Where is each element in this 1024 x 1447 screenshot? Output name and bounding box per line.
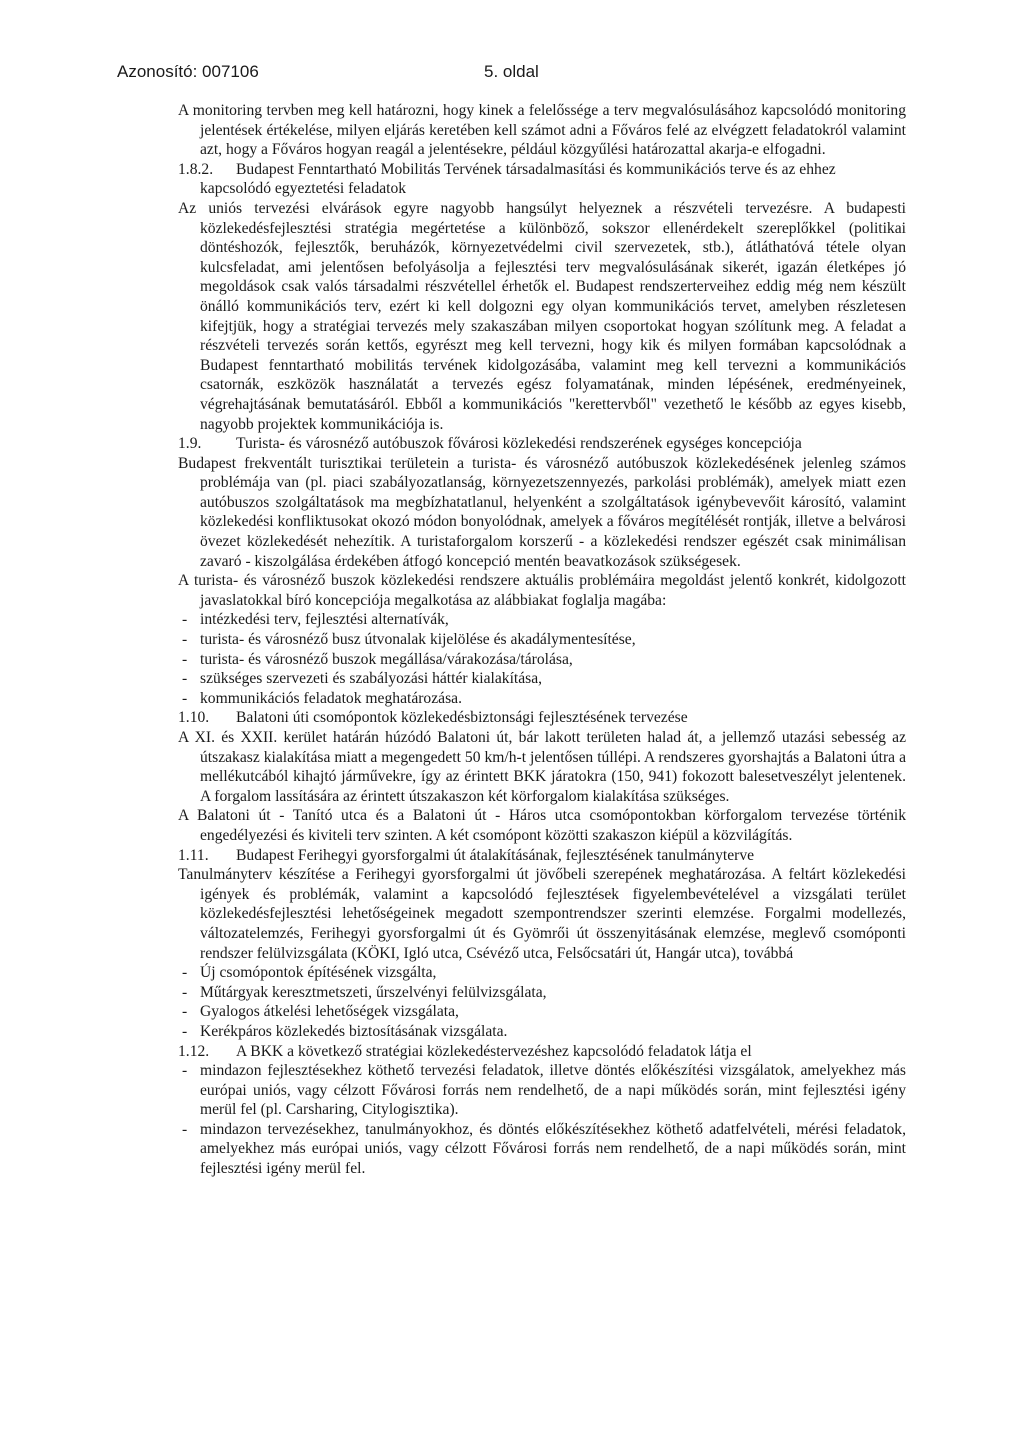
- list-dash: -: [182, 1120, 188, 1138]
- page-number: 5. oldal: [484, 62, 539, 81]
- list-dash: -: [182, 983, 188, 1001]
- list-item: - Gyalogos átkelési lehetőségek vizsgálata,: [182, 1003, 459, 1021]
- section-number: 1.10.: [178, 709, 210, 727]
- section-number: 1.9.: [178, 435, 202, 453]
- list-item: - kommunikációs feladatok meghatározása.: [182, 689, 462, 707]
- list-dash: -: [182, 1003, 188, 1021]
- section-number: 1.12.: [178, 1042, 210, 1060]
- section-heading-1-11: [178, 846, 906, 866]
- paragraph-ferihegyi-study: Tanulmányterv készítése a Ferihegyi gyorsforgalmi út jövőbeli szerepének meghatározása. A feltárt közlekedési igények és problémák, valamint a kapcsolódó fejlesztések figyelembevételével a vizsgálati terület közlekedésfejlesztési lehetőségeinek megadott szempontrendszer szerinti elemzése. Forgalmi modellezés, változatelemzés, Ferihegyi gyorsforgalmi út és Gyömrői út összenyitásának elemzése, meglevő csomóponti rendszer felülvizsgálata (KÖKI, Igló utca, Csévéző utca, Felsőcsatári út, Hangár utca), továbbá: [178, 866, 906, 962]
- list-dash: -: [182, 611, 188, 629]
- list-item: - turista- és városnéző busz útvonalak kijelölése és akadálymentesítése,: [182, 631, 636, 649]
- section-number: 1.11.: [178, 846, 209, 864]
- list-dash: -: [182, 1022, 188, 1040]
- list-dash: -: [182, 631, 188, 649]
- list-dash: -: [182, 689, 188, 707]
- section-heading-1-9: [178, 434, 906, 454]
- list-dash: -: [182, 1062, 188, 1080]
- list-dash: -: [182, 670, 188, 688]
- paragraph-roundabouts: A Balatoni út - Tanító utca és a Balatoni út - Háros utca csomópontokban körforgalom tervezése történik engedélyezési és kiviteli terv szinten. A két csomópont közötti szakaszon kiépül a közvilágítás.: [178, 807, 906, 844]
- section-heading-1-10: [178, 708, 906, 728]
- section-number: 1.8.2.: [178, 160, 214, 178]
- list-dash: -: [182, 964, 188, 982]
- page-header: [117, 62, 917, 86]
- section-title: Budapest Fenntartható Mobilitás Tervének társadalmasítási és kommunikációs terve és az ehhez kapcsolódó egyeztetési feladatok: [200, 160, 836, 198]
- list-dash: -: [182, 650, 188, 668]
- document-body: [178, 101, 906, 1179]
- document-id: Azonosító: 007106: [117, 62, 259, 81]
- section-title: Budapest Ferihegyi gyorsforgalmi út átalakításának, fejlesztésének tanulmányterve: [236, 846, 755, 864]
- list-item: - Műtárgyak keresztmetszeti, űrszelvényi felülvizsgálata,: [182, 983, 547, 1001]
- list-item: - intézkedési terv, fejlesztési alternatívák,: [182, 611, 449, 629]
- paragraph-tourist-buses: Budapest frekventált turisztikai területein a turista- és városnéző autóbuszok közlekedésének jelenleg számos problémája van (pl. piaci szabályozatlanság, környezetszennyezés, parkolási problémák), amelyek miatt ezen autóbuszos szolgáltatások ma megbízhatatlanul, helyenként a szolgáltatások igénybevevőit károsító, valamint közlekedési konfliktusokat okozó módon bonyolódnak, amelyek a főváros megítélését rontják, illetve a belvárosi övezet közlekedését nehezítik. A turistaforgalom korszerű - a közlekedési rendszer egészét csak minimálisan zavaró - kiszolgálása érdekében átfogó koncepció mentén beavatkozások szükségesek.: [178, 454, 906, 570]
- paragraph-communication-plan: Az uniós tervezési elvárások egyre nagyobb hangsúlyt helyeznek a részvételi tervezésre. A budapesti közlekedésfejlesztési stratégia megértetése a különböző, sokszor ellenérdekelt szereplőkkel (politikai döntéshozók, fejlesztők, beruházók, környezetvédelmi civil szervezetek, stb.), átláthatóvá tétele olyan kulcsfeladat, ami jelentősen befolyásolja a fejlesztési terv megvalósulásának sikerét, igazán életképes jó megoldások csak valós társadalmi részvétellel érhetők el. Budapest rendszerterveihez eddig még nem készült önálló kommunikációs terv, ezért ki kell dolgozni egy olyan kommunikációs tervet, amelyben részletesen kifejtjük, hogy a stratégiai tervezés mely szakaszában milyen csoportokat hogyan szólítunk meg. A feladat a részvételi tervezés során kettős, egyrészt meg kell tervezni, hogy kik és milyen formában kapcsolódnak a Budapest fenntartható mobilitás tervének kidolgozásába, valamint meg kell tervezni a kommunikációs csatornák, eszközök használatát a tervezés egész folyamatának, minden lépésének, eredményeinek, végrehajtásának bemutatásáról. Ebből a kommunikációs "kerettervből" vezethető le később az egyes kisebb, nagyobb projektek kommunikációja is.: [178, 199, 906, 433]
- section-heading-1-8-2: [178, 160, 906, 199]
- section-title: A BKK a következő stratégiai közlekedéstervezéshez kapcsolódó feladatok látja el: [236, 1042, 752, 1060]
- list-tourist-bus-tasks: [178, 610, 906, 708]
- section-heading-1-12: [178, 1042, 906, 1062]
- list-ferihegyi-tasks: [178, 963, 906, 1041]
- list-item: - turista- és városnéző buszok megállása/várakozása/tárolása,: [182, 650, 573, 668]
- list-item: - Új csomópontok építésének vizsgálta,: [182, 964, 437, 982]
- section-title: Balatoni úti csomópontok közlekedésbiztonsági fejlesztésének tervezése: [236, 709, 688, 727]
- list-item: - szükséges szervezeti és szabályozási háttér kialakítása,: [182, 670, 543, 688]
- paragraph-monitoring: A monitoring tervben meg kell határozni, hogy kinek a felelőssége a terv megvalósulásához kapcsolódó monitoring jelentések értékelése, milyen eljárás keretében kell számot adni a Főváros felé az elvégzett feladatokról valamint azt, hogy a Főváros hogyan reagál a jelentésekre, például közgyűlési határozattal akarja-e elfogadni.: [178, 102, 906, 159]
- paragraph-balatoni-ut: A XI. és XXII. kerület határán húzódó Balatoni út, bár lakott területen halad át, a jellemző utazási sebesség az útszakasz kialakítása miatt a megengedett 50 km/h-t jelentősen túllépi. A rendszeres gyorshajtás a Balatoni útra a mellékutcából kihajtó járművekre, így az érintett BKK járatokra (150, 941) fokozott balesetveszélyt jelentenek. A forgalom lassítására az érintett útszakaszon két körforgalom kialakítása szükséges.: [178, 729, 906, 805]
- paragraph-tourist-buses-concept: A turista- és városnéző buszok közlekedési rendszere aktuális problémáira megoldást jelentő konkrét, kidolgozott javaslatokkal bíró koncepciója megalkotása az alábbiakat foglalja magába:: [178, 572, 906, 609]
- list-item: - Kerékpáros közlekedés biztosításának vizsgálata.: [182, 1022, 508, 1040]
- list-item: - mindazon fejlesztésekhez köthető tervezési feladatok, illetve döntés előkészítési vizsgálatok, amelyekhez más európai uniós, vagy célzott Fővárosi forrás nem rendelhető, de a napi működés során, mint fejlesztési igény merül fel (pl. Carsharing, Citylogisztika).: [182, 1062, 906, 1119]
- list-item: - mindazon tervezésekhez, tanulmányokhoz, és döntés előkészítésekhez köthető adatfelvételi, mérési feladatok, amelyekhez más európai uniós, vagy célzott Fővárosi forrás nem rendelhető, de a napi működés során, mint fejlesztési igény merül fel.: [182, 1120, 906, 1178]
- list-bkk-tasks: [178, 1061, 906, 1179]
- section-title: Turista- és városnéző autóbuszok fővárosi közlekedési rendszerének egységes koncepciója: [236, 435, 802, 453]
